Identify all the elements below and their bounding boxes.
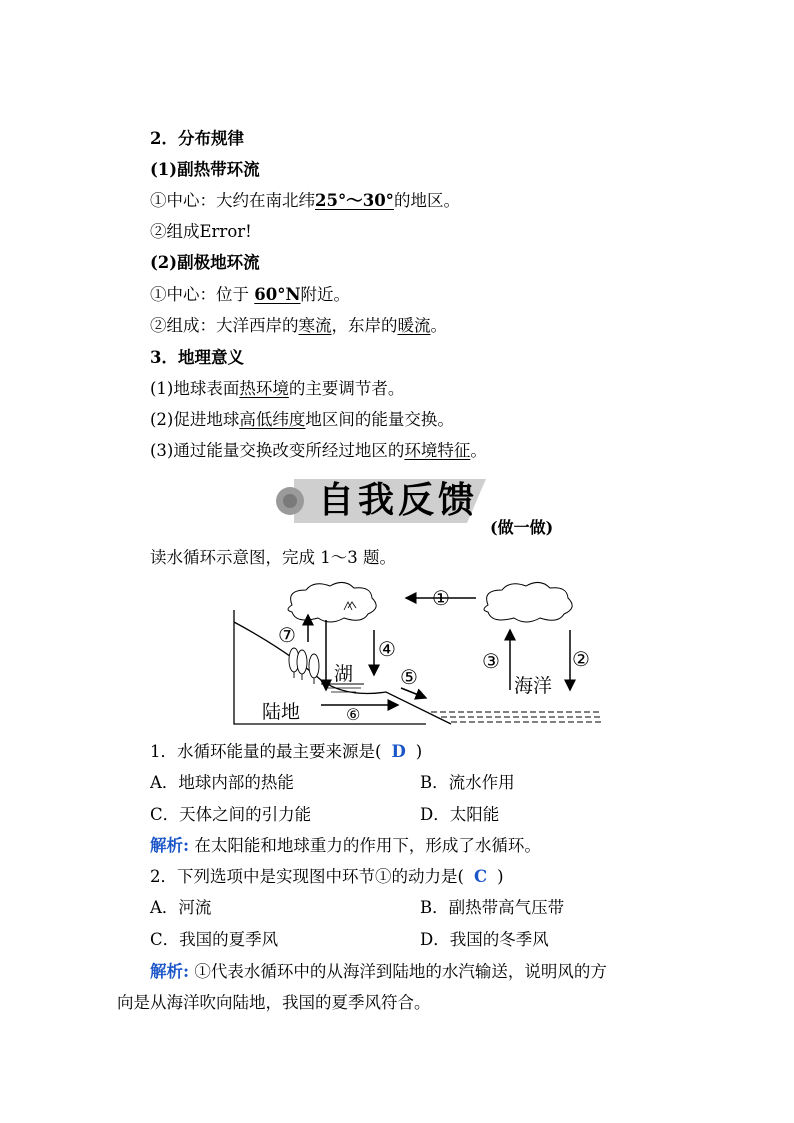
text: 2．下列选项中是实现图中环节①的动力是( [150, 867, 464, 886]
cloud-over-ocean [484, 582, 572, 622]
fill-blank: 寒流 [298, 316, 332, 335]
tree-icon [289, 648, 319, 684]
significance-item-2 [150, 409, 454, 431]
label-land: 陆地 [262, 701, 301, 723]
answer-badge: C [473, 867, 488, 886]
text: 。 [470, 441, 487, 460]
q2-option-a: A．河流 [150, 898, 212, 917]
analysis-label: 解析: [150, 962, 190, 981]
text: ，东岸的 [331, 316, 398, 335]
label-4: ④ [378, 637, 396, 661]
text: 的主要调节者。 [288, 379, 405, 398]
fill-blank: 25°～30° [315, 191, 394, 210]
subheading-subtropical-gyre: (1)副热带环流 [150, 160, 260, 179]
subtropical-composition-line: ②组成Error! [150, 222, 252, 241]
significance-item-1 [150, 378, 404, 400]
fill-blank: 环境特征 [404, 441, 471, 460]
intro-text: 读水循环示意图，完成 1～3 题。 [150, 548, 396, 567]
text: (2)促进地球 [150, 410, 240, 429]
fill-blank: 暖流 [397, 316, 431, 335]
text: 地区间的能量交换。 [305, 410, 454, 429]
label-3: ③ [482, 649, 500, 673]
text: ②组成：大洋西岸的 [150, 316, 299, 335]
label-lake: 湖 [334, 663, 354, 685]
q2-option-c: C．我国的夏季风 [150, 930, 279, 949]
q2-option-d: D．我国的冬季风 [420, 930, 549, 949]
text: ) [415, 742, 423, 761]
question-2-stem [150, 866, 504, 888]
analysis-text: 在太阳能和地球重力的作用下，形成了水循环。 [194, 836, 541, 855]
text: 1．水循环能量的最主要来源是( [150, 742, 382, 761]
section-heading-distribution: 2．分布规律 [150, 129, 244, 148]
section-heading-significance: 3．地理意义 [150, 348, 244, 367]
label-6: ⑥ [346, 705, 361, 724]
q1-option-c: C．天体之间的引力能 [150, 805, 312, 824]
analysis-text: ①代表水循环中的从海洋到陆地的水汽输送，说明风的方 [194, 962, 607, 981]
text: 附近。 [300, 285, 351, 304]
q1-option-b: B．流水作用 [420, 773, 515, 792]
significance-item-3 [150, 440, 487, 462]
q1-analysis [150, 835, 541, 857]
label-7: ⑦ [278, 623, 296, 647]
subtropical-center-line [150, 190, 460, 212]
text: (1)地球表面 [150, 379, 240, 398]
fill-blank: 60°N [254, 285, 301, 304]
label-2: ② [572, 647, 590, 671]
label-1: ① [432, 586, 450, 610]
q2-analysis-line-2: 向是从海洋吹向陆地，我国的夏季风符合。 [117, 993, 431, 1012]
q1-option-a: A．地球内部的热能 [150, 773, 294, 792]
subheading-subpolar-gyre: (2)副极地环流 [150, 253, 260, 272]
text: 。 [430, 316, 447, 335]
ocean-surface [431, 712, 602, 722]
question-1-stem [150, 741, 422, 763]
banner-subtitle: (做一做) [490, 518, 554, 537]
banner-title: 自我反馈 [318, 480, 479, 521]
text: ①中心：大约在南北纬 [150, 191, 315, 210]
q1-option-d: D．太阳能 [420, 805, 500, 824]
text: 的地区。 [393, 191, 460, 210]
subpolar-center-line [150, 284, 350, 306]
water-cycle-diagram [226, 580, 606, 730]
text: ) [497, 867, 504, 886]
fill-blank: 高低纬度 [239, 410, 306, 429]
q2-analysis-line-1 [150, 961, 607, 983]
subpolar-composition-line [150, 315, 447, 337]
answer-badge: D [391, 742, 406, 761]
cloud-over-land [288, 582, 376, 622]
text: (3)通过能量交换改变所经过地区的 [150, 441, 405, 460]
arrow-surface-runoff [401, 688, 426, 698]
label-5: ⑤ [400, 665, 418, 689]
q2-option-b: B．副热带高气压带 [420, 898, 565, 917]
text: ①中心：位于 [150, 285, 249, 304]
fill-blank: 热环境 [239, 379, 289, 398]
analysis-label: 解析: [150, 836, 190, 855]
label-ocean: 海洋 [514, 675, 553, 697]
